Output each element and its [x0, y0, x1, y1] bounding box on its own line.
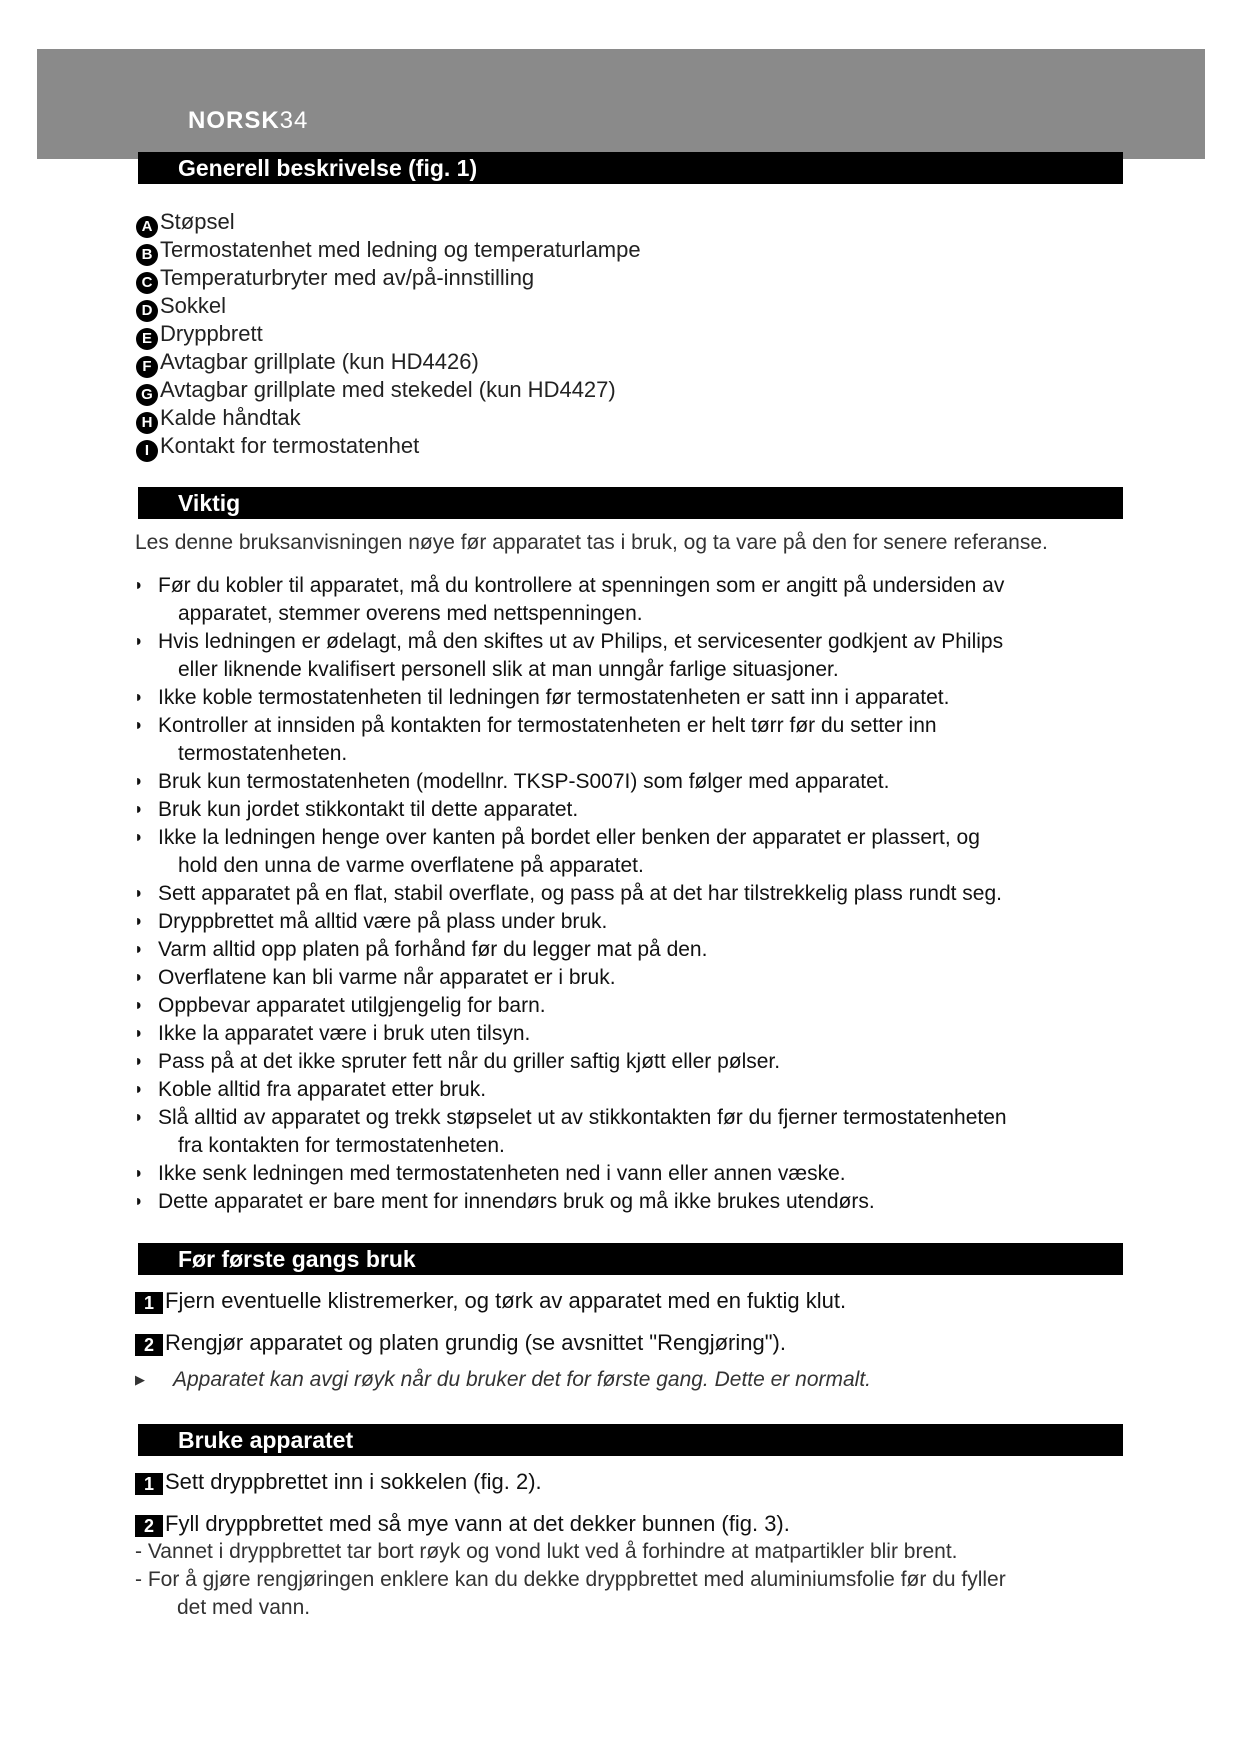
- warning-text: Dryppbrettet må alltid være på plass under bruk.: [158, 910, 608, 933]
- dash-line-continued: det med vann.: [177, 1596, 311, 1619]
- letter-badge: H: [136, 412, 158, 434]
- bullet-icon: ◗: [134, 1081, 144, 1098]
- warning-item: [136, 936, 1136, 964]
- intro-text: Les denne bruksanvisningen nøye før apparatet tas i bruk, og ta vare på den for senere referanse.: [135, 531, 1048, 554]
- language-label: NORSK: [188, 107, 280, 134]
- bullet-icon: ◗: [134, 829, 144, 846]
- warning-text: Sett apparatet på en flat, stabil overflate, og pass på at det har tilstrekkelig plass rundt seg.: [158, 882, 1002, 905]
- step-number: 1: [135, 1473, 163, 1495]
- bullet-icon: ◗: [134, 689, 144, 706]
- bullet-icon: ◗: [134, 801, 144, 818]
- header-band: [37, 49, 1205, 159]
- list-item: [136, 320, 263, 350]
- bullet-icon: ◗: [134, 997, 144, 1014]
- warning-item: [136, 1104, 1136, 1160]
- dash-item: [135, 1538, 958, 1566]
- item-text: Kalde håndtak: [160, 405, 301, 430]
- warning-item: [136, 1020, 1136, 1048]
- warning-item: [136, 1188, 1136, 1216]
- bullet-icon: ◗: [134, 1193, 144, 1210]
- section-title-important: Viktig: [138, 487, 1123, 519]
- list-item: [136, 432, 419, 462]
- triangle-bullet-icon: ▶: [135, 1372, 145, 1387]
- letter-badge: D: [136, 300, 158, 322]
- letter-badge: C: [136, 272, 158, 294]
- dash-line: - Vannet i dryppbrettet tar bort røyk og vond lukt ved å forhindre at matpartikler blir brent.: [135, 1540, 958, 1563]
- warning-item: [136, 824, 1136, 880]
- warning-item: [136, 712, 1136, 768]
- list-item: [136, 236, 641, 266]
- bullet-icon: ◗: [134, 633, 144, 650]
- item-text: Støpsel: [160, 209, 235, 234]
- step-text: Sett dryppbrettet inn i sokkelen (fig. 2).: [165, 1469, 542, 1494]
- list-item: [136, 208, 235, 238]
- item-text: Sokkel: [160, 293, 227, 318]
- bullet-icon: ◗: [134, 577, 144, 594]
- warning-text: Slå alltid av apparatet og trekk støpselet ut av stikkontakten før du fjerner termostatenheten: [158, 1106, 1007, 1129]
- warning-item: [136, 992, 1136, 1020]
- warning-item: [136, 1076, 1136, 1104]
- letter-badge: G: [136, 384, 158, 406]
- item-text: Kontakt for termostatenhet: [160, 433, 420, 458]
- item-text: Termostatenhet med ledning og temperaturlampe: [160, 237, 641, 262]
- warning-text: Pass på at det ikke spruter fett når du griller saftig kjøtt eller pølser.: [158, 1050, 781, 1073]
- warning-text-continued: hold den unna de varme overflatene på apparatet.: [178, 854, 644, 877]
- list-item: [136, 376, 616, 406]
- warning-text: Oppbevar apparatet utilgjengelig for barn.: [158, 994, 546, 1017]
- list-item: [136, 264, 534, 294]
- item-text: Avtagbar grillplate med stekedel (kun HD4427): [160, 377, 616, 402]
- step-text: Rengjør apparatet og platen grundig (se avsnittet "Rengjøring").: [165, 1330, 786, 1355]
- bullet-icon: ◗: [134, 913, 144, 930]
- step-item: [135, 1468, 542, 1496]
- warning-text: Ikke senk ledningen med termostatenheten ned i vann eller annen væske.: [158, 1162, 846, 1185]
- bullet-icon: ◗: [134, 969, 144, 986]
- warning-item: [136, 572, 1136, 628]
- step-text: Fjern eventuelle klistremerker, og tørk av apparatet med en fuktig klut.: [165, 1288, 847, 1313]
- warning-text-continued: termostatenheten.: [178, 742, 348, 765]
- dash-line: - For å gjøre rengjøringen enklere kan du dekke dryppbrettet med aluminiumsfolie før du fyller: [135, 1568, 1006, 1591]
- letter-badge: I: [136, 440, 158, 462]
- warning-text: Før du kobler til apparatet, må du kontrollere at spenningen som er angitt på undersiden av: [158, 574, 1005, 597]
- section-title-description: Generell beskrivelse (fig. 1): [138, 152, 1123, 184]
- bullet-icon: ◗: [134, 717, 144, 734]
- dash-item: [135, 1566, 1006, 1622]
- step-text: Fyll dryppbrettet med så mye vann at det dekker bunnen (fig. 3).: [165, 1511, 790, 1536]
- bullet-icon: ◗: [134, 1109, 144, 1126]
- warning-text: Ikke la apparatet være i bruk uten tilsyn.: [158, 1022, 531, 1045]
- warning-text: Ikke koble termostatenheten til ledningen før termostatenheten er satt inn i apparatet.: [158, 686, 950, 709]
- step-number: 1: [135, 1292, 163, 1314]
- warning-item: [136, 880, 1136, 908]
- bullet-icon: ◗: [134, 1025, 144, 1042]
- list-item: [136, 348, 479, 378]
- bullet-icon: ◗: [134, 1053, 144, 1070]
- page-number: 34: [279, 107, 309, 134]
- item-text: Avtagbar grillplate (kun HD4426): [160, 349, 479, 374]
- bullet-icon: ◗: [134, 773, 144, 790]
- item-text: Dryppbrett: [160, 321, 263, 346]
- warning-text-continued: eller liknende kvalifisert personell slik at man unngår farlige situasjoner.: [178, 658, 839, 681]
- warning-text: Hvis ledningen er ødelagt, må den skiftes ut av Philips, et servicesenter godkjent av Philips: [158, 630, 1004, 653]
- warning-text: Overflatene kan bli varme når apparatet er i bruk.: [158, 966, 616, 989]
- warning-item: [136, 964, 1136, 992]
- warning-item: [136, 684, 1136, 712]
- bullet-icon: ◗: [134, 1165, 144, 1182]
- warning-text-continued: apparatet, stemmer overens med nettspenningen.: [178, 602, 643, 625]
- step-number: 2: [135, 1334, 163, 1356]
- warning-text: Bruk kun jordet stikkontakt til dette apparatet.: [158, 798, 579, 821]
- bullet-icon: ◗: [134, 941, 144, 958]
- item-text: Temperaturbryter med av/på-innstilling: [160, 265, 535, 290]
- letter-badge: E: [136, 328, 158, 350]
- warning-text: Ikke la ledningen henge over kanten på bordet eller benken der apparatet er plassert, og: [158, 826, 980, 849]
- letter-badge: F: [136, 356, 158, 378]
- note-text: Apparatet kan avgi røyk når du bruker det for første gang. Dette er normalt.: [173, 1368, 871, 1391]
- letter-badge: B: [136, 244, 158, 266]
- warning-text-continued: fra kontakten for termostatenheten.: [178, 1134, 505, 1157]
- list-item: [136, 292, 226, 322]
- warning-item: [136, 908, 1136, 936]
- warning-text: Koble alltid fra apparatet etter bruk.: [158, 1078, 487, 1101]
- warning-text: Varm alltid opp platen på forhånd før du legger mat på den.: [158, 938, 708, 961]
- warning-item: [136, 1160, 1136, 1188]
- warning-text: Dette apparatet er bare ment for innendørs bruk og må ikke brukes utendørs.: [158, 1190, 875, 1213]
- section-title-using: Bruke apparatet: [138, 1424, 1123, 1456]
- note: [135, 1368, 871, 1392]
- bullet-icon: ◗: [134, 885, 144, 902]
- warning-text: Kontroller at innsiden på kontakten for termostatenheten er helt tørr før du setter inn: [158, 714, 937, 737]
- list-item: [136, 404, 301, 434]
- step-item: [135, 1329, 786, 1357]
- warning-item: [136, 796, 1136, 824]
- page-header: [188, 107, 308, 135]
- step-item: [135, 1510, 790, 1538]
- step-item: [135, 1287, 846, 1315]
- warning-text: Bruk kun termostatenheten (modellnr. TKSP-S007I) som følger med apparatet.: [158, 770, 890, 793]
- section-title-first-use: Før første gangs bruk: [138, 1243, 1123, 1275]
- warning-item: [136, 1048, 1136, 1076]
- letter-badge: A: [136, 216, 158, 238]
- step-number: 2: [135, 1515, 163, 1537]
- warning-item: [136, 628, 1136, 684]
- warning-item: [136, 768, 1136, 796]
